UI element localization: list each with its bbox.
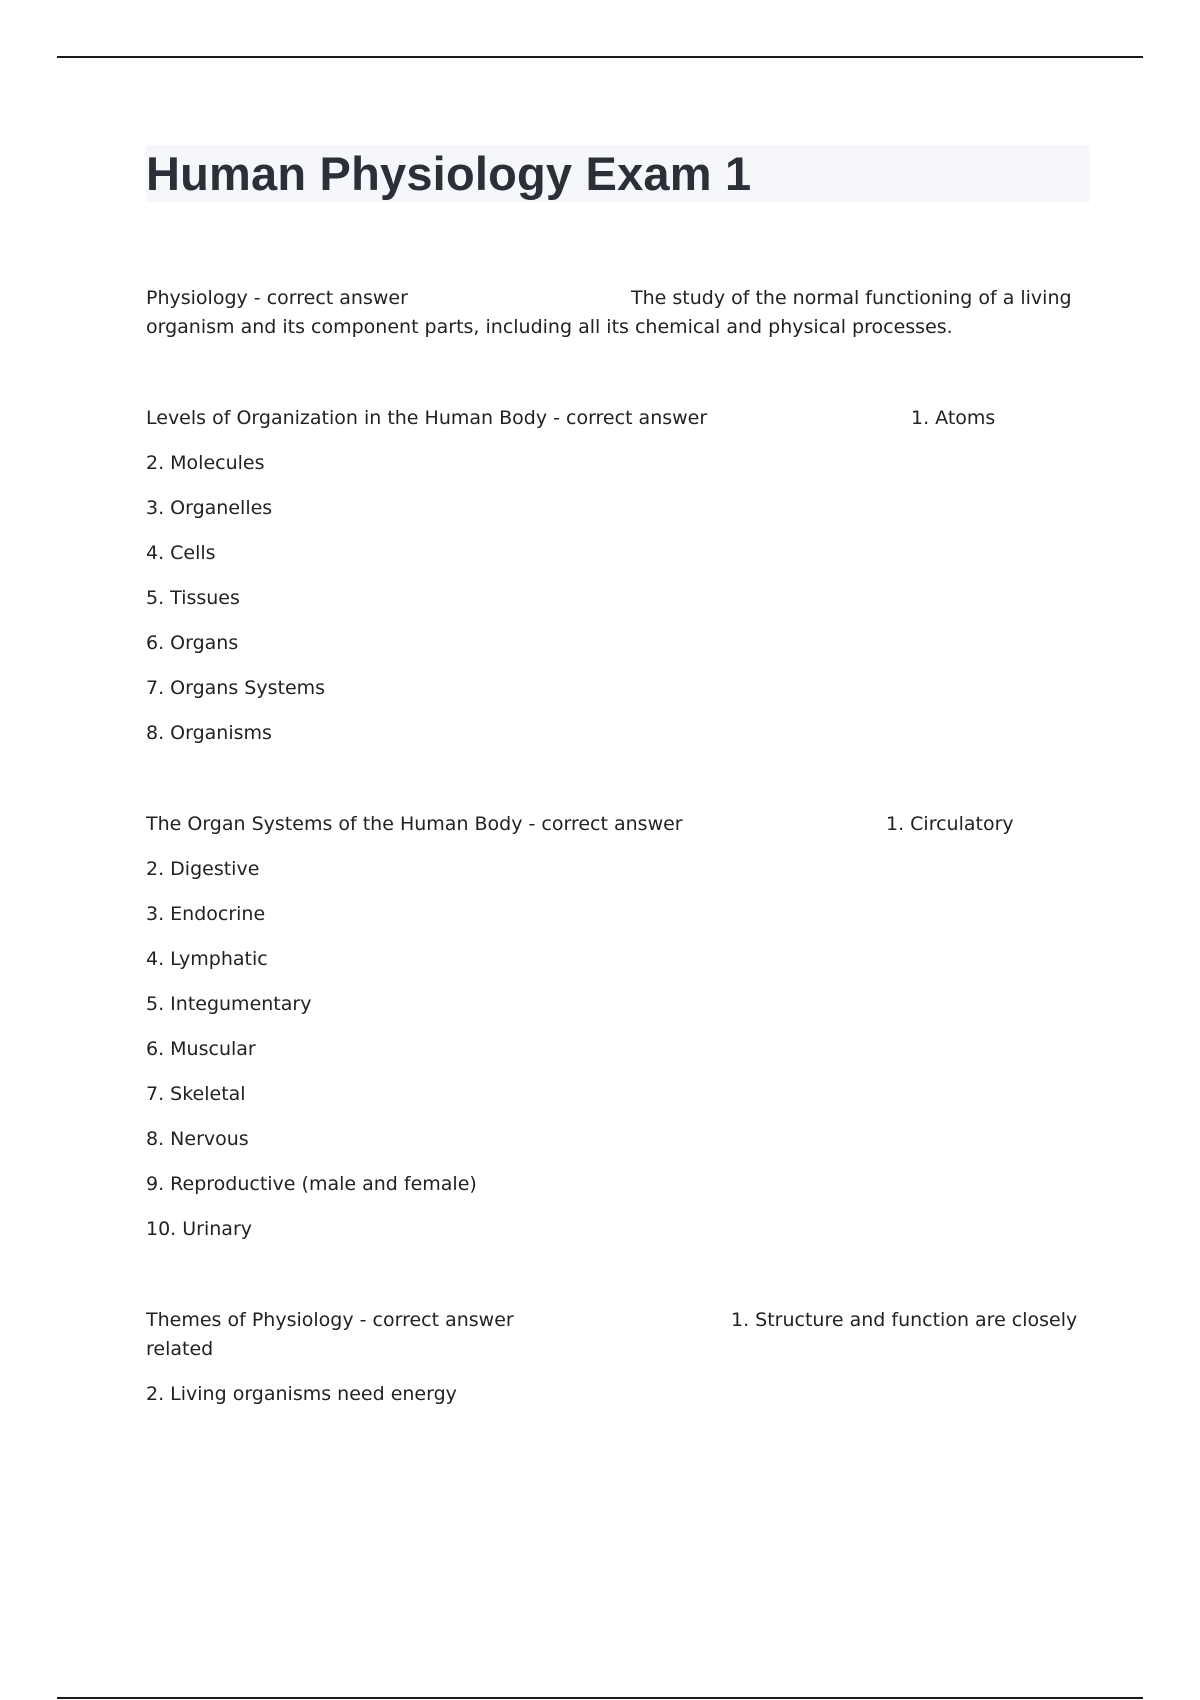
card-answer: The study of the normal functioning of a living <box>631 287 1072 309</box>
list-item: 2. Digestive <box>146 858 260 880</box>
list-item: 8. Nervous <box>146 1128 249 1150</box>
document-title: Human Physiology Exam 1 <box>146 147 752 200</box>
organ-systems-list <box>146 855 1090 1244</box>
title-bar <box>146 145 1090 202</box>
card-question: Themes of Physiology - correct answer <box>146 1309 514 1331</box>
card-organ-systems <box>146 810 1090 1244</box>
card-answer: 1. Structure and function are closely <box>731 1309 1078 1331</box>
card-question: The Organ Systems of the Human Body - correct answer <box>146 813 683 835</box>
list-item: 5. Tissues <box>146 587 240 609</box>
list-item: 4. Lymphatic <box>146 948 268 970</box>
card-answer-continued: organism and its component parts, including all its chemical and physical processes. <box>146 316 953 338</box>
card-themes-of-physiology <box>146 1306 1090 1409</box>
top-rule <box>57 56 1143 58</box>
list-item: 4. Cells <box>146 542 216 564</box>
list-item: 9. Reproductive (male and female) <box>146 1173 477 1195</box>
levels-list <box>146 449 1090 748</box>
list-item: 2. Living organisms need energy <box>146 1383 457 1405</box>
list-item: 6. Muscular <box>146 1038 256 1060</box>
list-item: 10. Urinary <box>146 1218 252 1240</box>
card-levels-of-organization <box>146 404 1090 748</box>
card-question: Physiology - correct answer <box>146 287 408 309</box>
list-item: 3. Endocrine <box>146 903 266 925</box>
list-item: 7. Organs Systems <box>146 677 326 699</box>
card-physiology <box>146 284 1090 342</box>
card-answer: 1. Atoms <box>911 407 996 429</box>
card-question: Levels of Organization in the Human Body - correct answer <box>146 407 708 429</box>
list-item: 8. Organisms <box>146 722 272 744</box>
bottom-rule <box>57 1697 1143 1699</box>
list-item: 5. Integumentary <box>146 993 312 1015</box>
list-item: 2. Molecules <box>146 452 265 474</box>
card-answer-continued: related <box>146 1338 214 1360</box>
themes-list <box>146 1380 1090 1409</box>
list-item: 6. Organs <box>146 632 239 654</box>
list-item: 7. Skeletal <box>146 1083 246 1105</box>
list-item: 3. Organelles <box>146 497 273 519</box>
document-body <box>146 145 1090 1409</box>
card-answer: 1. Circulatory <box>886 813 1014 835</box>
